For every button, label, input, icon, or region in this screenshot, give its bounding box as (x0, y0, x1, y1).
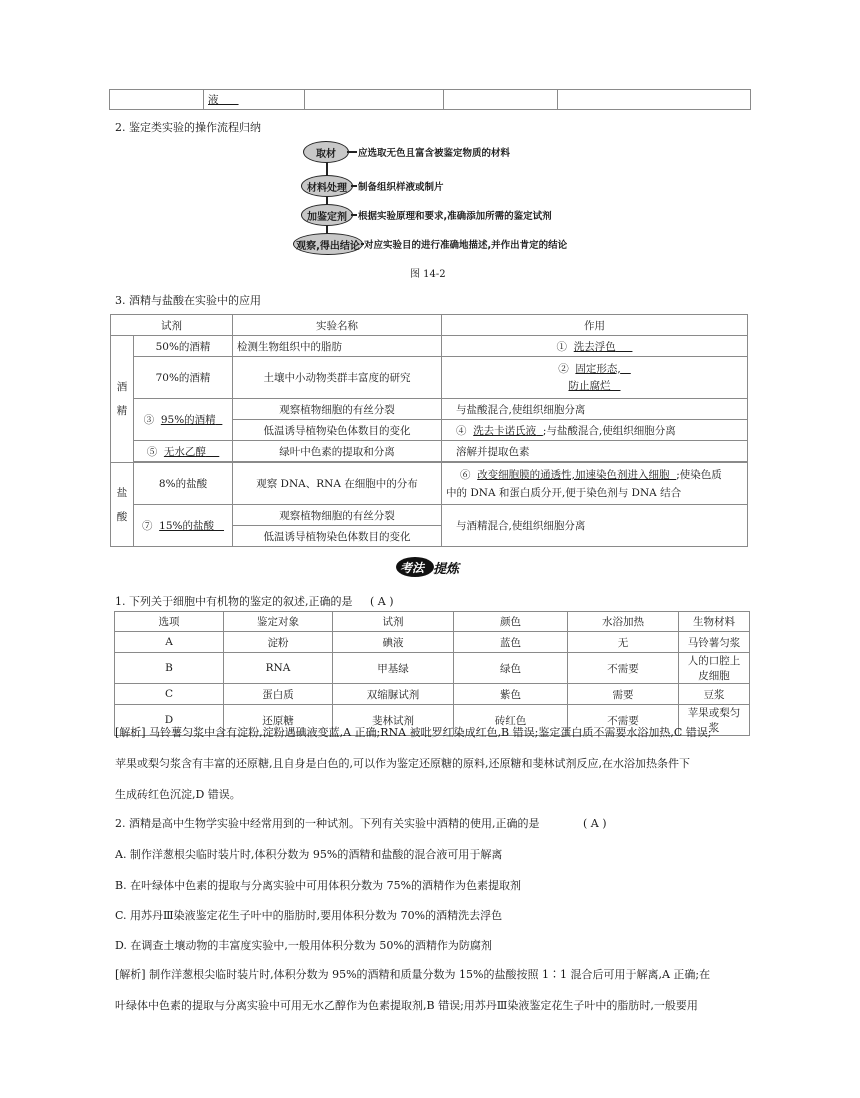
r6-reagent: 15%的盐酸 (159, 520, 214, 532)
q1-analysis-1: [解析] 马铃薯匀浆中含有淀粉,淀粉遇碘液变蓝,A 正确;RNA 被吡罗红染成红色,B 错误;鉴定蛋白质不需要水浴加热,C 错误; (115, 726, 712, 739)
r2-func-b: 防止腐烂 (568, 379, 611, 392)
group-label-acid-1: 盐 (116, 486, 128, 499)
r5-func-line2: 中的 DNA 和蛋白质分开,便于染色剂与 DNA 结合 (446, 486, 682, 499)
q1-analysis-3: 生成砖红色沉淀,D 错误。 (115, 788, 241, 801)
r3-exp2: 低温诱导植物染色体数目的变化 (233, 420, 442, 441)
banner-text-a: 考法 (400, 561, 425, 575)
q2-analysis-2: 叶绿体中色素的提取与分离实验中可用无水乙醇作为色素提取剂,B 错误;用苏丹Ⅲ染液鉴定花生子叶中的脂肪时,一般要用 (115, 999, 698, 1012)
flow-node-3: 加鉴定剂 (301, 204, 353, 226)
q1-header: 选项 (115, 612, 224, 632)
r6-exp2: 低温诱导植物染色体数目的变化 (233, 526, 442, 547)
r1-func: 洗去浮色 (573, 340, 616, 353)
r3-reagent: 95%的酒精 (160, 414, 216, 426)
section3-title: 3. 酒精与盐酸在实验中的应用 (115, 294, 261, 307)
r2-exp: 土壤中小动物类群丰富度的研究 (233, 357, 442, 399)
q1-analysis-2: 苹果或梨匀浆含有丰富的还原糖,且自身是白色的,可以作为鉴定还原糖的原料,还原糖和斐林试剂反应,在水浴加热条件下 (115, 757, 690, 770)
q1-stem: 1. 下列关于细胞中有机物的鉴定的叙述,正确的是 (115, 595, 353, 608)
top-table-cell: 液 (208, 94, 219, 106)
r2-func-a: 固定形态, (575, 362, 621, 375)
q2-option-a: A. 制作洋葱根尖临时装片时,体积分数为 95%的酒精和盐酸的混合液可用于解离 (115, 848, 503, 861)
q2-answer: ( A ) (583, 817, 607, 830)
r4-reagent: 无水乙醇 (163, 445, 206, 458)
q2-option-c: C. 用苏丹Ⅲ染液鉴定花生子叶中的脂肪时,要用体积分数为 70%的酒精洗去浮色 (115, 909, 503, 922)
group-label-alcohol-1: 酒 (116, 381, 128, 393)
r4-func: 溶解并提取色素 (442, 441, 748, 462)
r5-func-u: 改变细胞膜的通透性,加速染色剂进入细胞 (477, 468, 670, 481)
reagent-table: 试剂 实验名称 作用 酒 精 50%的酒精 检测生物组织中的脂肪 ① 洗去浮色 70%的酒精 土壤中小动物类群丰富度的研究 ② 固定形态, 防止腐烂 ③ 95%的酒精 观察植物细胞的有丝分裂 与盐酸混合,使组织细胞分离 低温诱导植物染色体数目的变化 ④ 洗去卡诺氏液 ;与盐酸混合,使组织细胞分离 ⑤ 无水乙醇 绿叶中色素的提取和分离 溶解并提取色素 盐 酸 8%的盐酸 观察 DNA、RNA 在细胞中的分布 ⑥ 改变细胞膜的通透性,加速染色剂进入细胞 ;使染色质 中的 DNA 和蛋白质分开,便于染色剂与 DNA 结合 ⑦ 15%的盐酸 观察植物细胞的有丝分裂 与酒精混合,使组织细胞分离 低温诱导植物染色体数目的变化 (110, 314, 748, 547)
r4-exp: 绿叶中色素的提取和分离 (233, 441, 442, 462)
q2-analysis-1: [解析] 制作洋葱根尖临时装片时,体积分数为 95%的酒精和质量分数为 15%的盐酸按照 1∶1 混合后可用于解离,A 正确;在 (115, 968, 711, 981)
flow-node-4: 观察,得出结论 (293, 233, 363, 255)
q1-header: 鉴定对象 (224, 612, 333, 632)
r3-func2-rest: ;与盐酸混合,使组织细胞分离 (542, 424, 676, 437)
banner-text-b: 提炼 (433, 562, 460, 577)
r2-reagent: 70%的酒精 (134, 357, 233, 399)
r6-func: 与酒精混合,使组织细胞分离 (442, 505, 748, 547)
table-row: A 淀粉 碘液 蓝色 无 马铃薯匀浆 (115, 632, 750, 653)
figure-caption: 图 14-2 (410, 269, 446, 280)
r5-reagent: 8%的盐酸 (134, 463, 233, 505)
flow-desc-2: 制备组织样液或制片 (358, 182, 444, 193)
q1-header: 生物材料 (679, 612, 750, 632)
r5-exp: 观察 DNA、RNA 在细胞中的分布 (233, 463, 442, 505)
r3-func1: 与盐酸混合,使组织细胞分离 (442, 399, 748, 420)
table-row: B RNA 甲基绿 绿色 不需要 人的口腔上皮细胞 (115, 653, 750, 684)
r3-exp1: 观察植物细胞的有丝分裂 (233, 399, 442, 420)
group-label-acid-2: 酸 (116, 510, 128, 523)
q2-stem: 2. 酒精是高中生物学实验中经常用到的一种试剂。下列有关实验中酒精的使用,正确的是 (115, 817, 540, 830)
section2-title: 2. 鉴定类实验的操作流程归纳 (115, 121, 261, 134)
q1-header: 试剂 (333, 612, 454, 632)
flow-desc-1: 应选取无色且富含被鉴定物质的材料 (358, 148, 511, 159)
q1-header: 水浴加热 (568, 612, 679, 632)
r6-exp1: 观察植物细胞的有丝分裂 (233, 505, 442, 526)
table3-header-reagent: 试剂 (111, 315, 233, 336)
table-row: D 还原糖 斐林试剂 砖红色 不需要 苹果或梨匀浆 (115, 705, 750, 736)
top-table (109, 89, 751, 110)
q1-table (114, 611, 750, 736)
r3-func2-u: 洗去卡诺氏液 (473, 424, 537, 437)
r1-exp: 检测生物组织中的脂肪 (233, 336, 442, 357)
q2-option-d: D. 在调查土壤动物的丰富度实验中,一般用体积分数为 50%的酒精作为防腐剂 (115, 939, 492, 952)
q1-header: 颜色 (454, 612, 568, 632)
r1-reagent: 50%的酒精 (134, 336, 233, 357)
table3-header-exp: 实验名称 (233, 315, 442, 336)
q1-answer: ( A ) (370, 595, 394, 608)
flow-node-1: 取材 (303, 141, 349, 163)
banner-logo (395, 555, 465, 579)
flow-desc-3: 根据实验原理和要求,准确添加所需的鉴定试剂 (358, 211, 552, 222)
group-label-alcohol-2: 精 (116, 405, 128, 417)
flow-node-2: 材料处理 (301, 175, 353, 197)
q2-option-b: B. 在叶绿体中色素的提取与分离实验中可用体积分数为 75%的酒精作为色素提取剂 (115, 879, 522, 892)
flow-desc-4: 对应实验目的进行准确地描述,并作出肯定的结论 (364, 240, 568, 251)
table-row: C 蛋白质 双缩脲试剂 紫色 需要 豆浆 (115, 684, 750, 705)
table3-header-func: 作用 (442, 315, 748, 336)
